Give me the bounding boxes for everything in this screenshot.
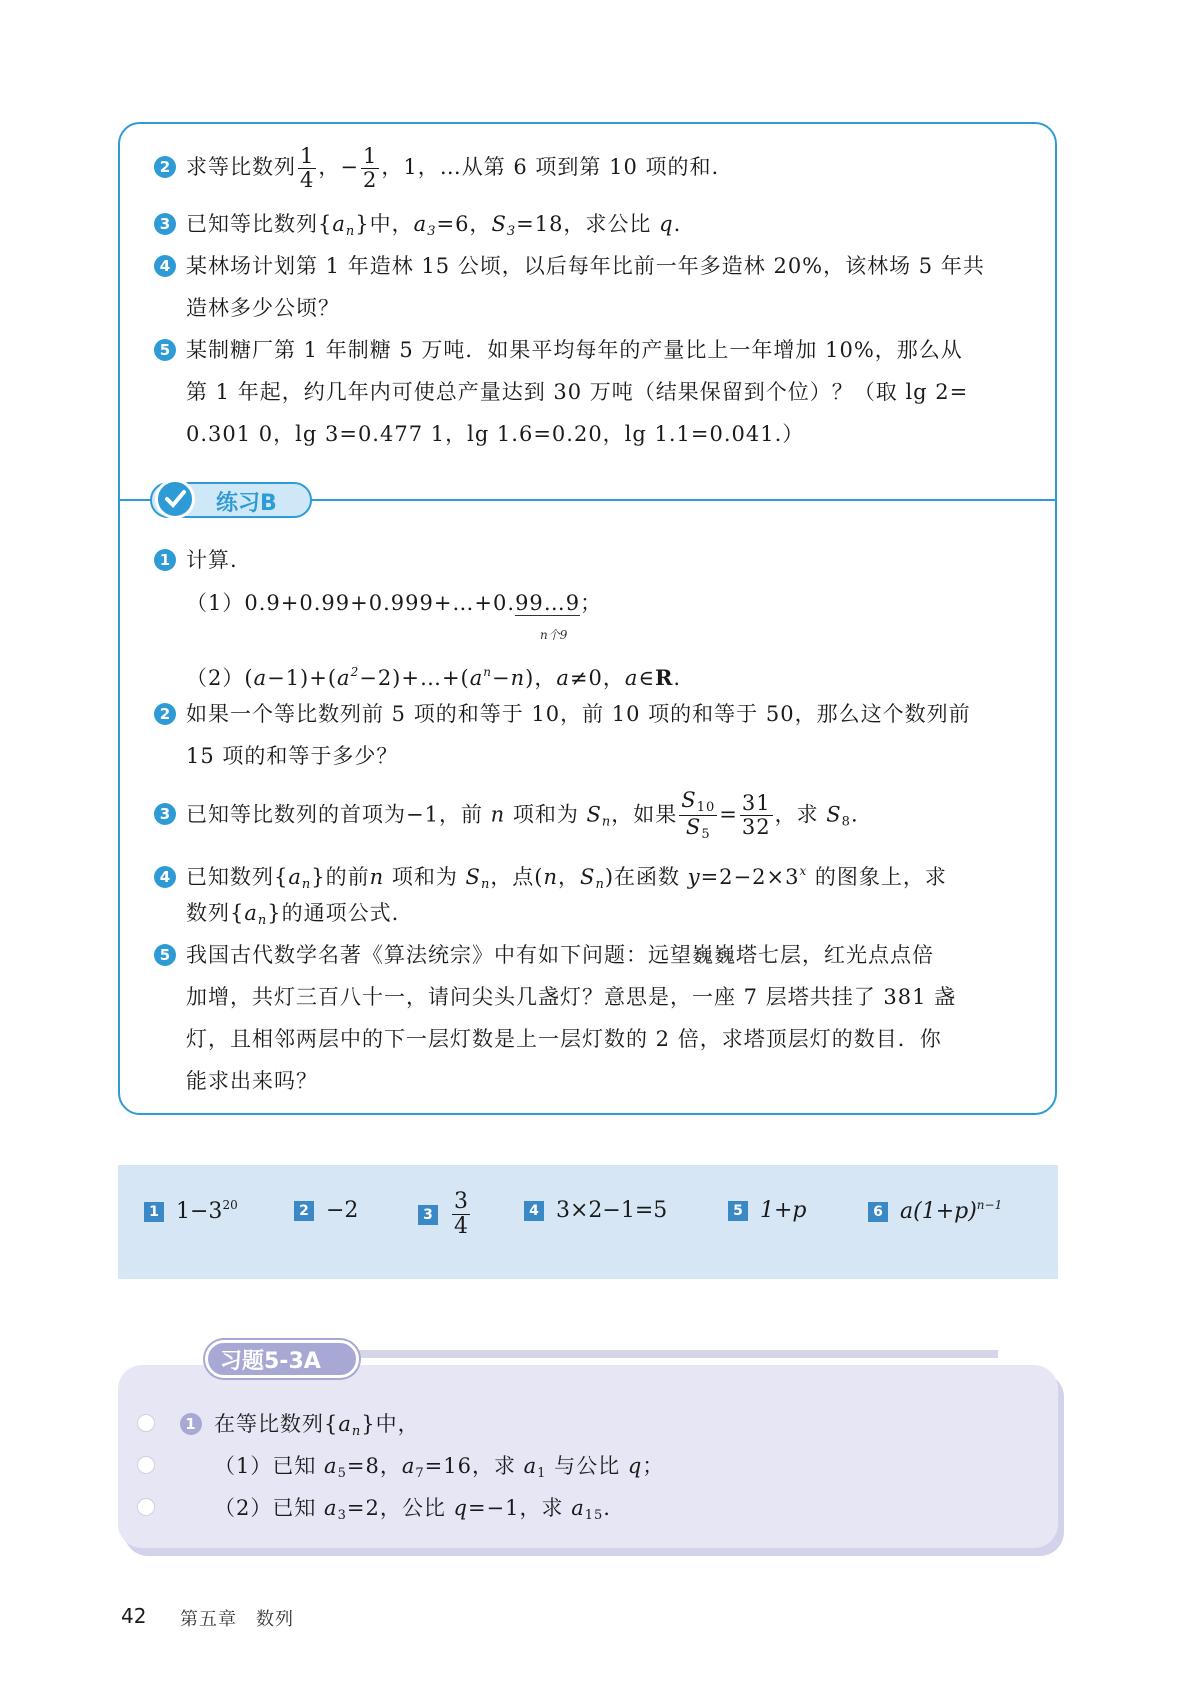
chapter-title: 第五章 数列 bbox=[180, 1609, 294, 1630]
binder-hole bbox=[137, 1456, 155, 1474]
question-number-badge: 3 bbox=[154, 803, 176, 825]
practice-a-question-4-line-2: 造林多少公顷？ bbox=[186, 296, 340, 320]
page-number: 42 bbox=[121, 1604, 147, 1628]
answer-4: 4 3×2−1=5 bbox=[524, 1198, 667, 1223]
question-number-badge: 3 bbox=[154, 213, 176, 235]
question-number-badge: 1 bbox=[154, 549, 176, 571]
practice-b-question-1: 1 计算. bbox=[154, 539, 238, 581]
practice-a-question-5-line-3: 0.301 0，lg 3=0.477 1，lg 1.6=0.20，lg 1.1=0.041.） bbox=[186, 422, 805, 446]
brace-annotation: n个9 bbox=[540, 628, 568, 642]
pencil-check-icon bbox=[155, 479, 195, 519]
practice-b-question-5-line-4: 能求出来吗？ bbox=[186, 1069, 318, 1093]
fraction: $\frac{S_{10}}{S_5}$ bbox=[681, 788, 716, 843]
practice-b-question-1-part-2: $(2)(a-1)+(a^2-2)+\dots+(a^n-n)$，a≠0，a∈R. bbox=[186, 665, 682, 690]
answer-5: 5 1+p bbox=[728, 1198, 807, 1223]
question-number-badge: 1 bbox=[180, 1413, 202, 1435]
exercise-label: 习题5-3A bbox=[220, 1349, 321, 1374]
exercise-question-1-part-2: （2）已知 $a_3=2$，公比 q=−1，求 $a_{15}$. bbox=[214, 1496, 611, 1523]
practice-a-question-5-line-2: 第 1 年起，约几年内可使总产量达到 30 万吨（结果保留到个位）？（取 lg 2= bbox=[186, 380, 969, 404]
practice-b-question-3: 3 已知等比数列的首项为−1，前 n 项和为 $S_n$，如果 $\frac{S_{10}}{S_5}$ = $\frac{31}{32}$ ，求 $S_8$. bbox=[154, 789, 859, 843]
answer-6: 6 $a(1+p)^{n-1}$ bbox=[868, 1198, 1002, 1224]
answer-3: 3 $\frac{3}{4}$ bbox=[418, 1190, 472, 1239]
exercise-question-1-part-1: （1）已知 $a_5=8$，$a_7=16$，求 $a_1$ 与公比 q； bbox=[214, 1454, 665, 1481]
practice-b-question-1-part-1: （1）0.9+0.99+0.999+…+0.99…9； bbox=[186, 591, 603, 615]
practice-b-question-5-line-2: 加增，共灯三百八十一，请问尖头几盏灯？意思是，一座 7 层塔共挂了 381 盏 bbox=[186, 985, 957, 1009]
practice-b-question-2: 2 如果一个等比数列前 5 项的和等于 10，前 10 项的和等于 50，那么这个数列前 bbox=[154, 693, 971, 735]
practice-a-question-4: 4 某林场计划第 1 年造林 15 公顷，以后每年比前一年多造林 20%，该林场 5 年共 bbox=[154, 245, 985, 287]
practice-a-question-3: 3 已知等比数列$\{a_n\}$中，$a_3=6$，$S_3=18$，求公比 q. bbox=[154, 203, 681, 253]
answer-1: 1 $1-3^{20}$ bbox=[144, 1198, 238, 1224]
fraction: $\frac{1}{2}$ bbox=[362, 144, 378, 193]
fraction: $\frac{3}{4}$ bbox=[454, 1189, 468, 1240]
question-number-badge: 5 bbox=[154, 944, 176, 966]
exercise-header-bar bbox=[330, 1350, 998, 1358]
practice-b-question-5-line-3: 灯，且相邻两层中的下一层灯数是上一层灯数的 2 倍，求塔顶层灯的数目．你 bbox=[186, 1027, 942, 1051]
practice-b-question-2-line-2: 15 项的和等于多少？ bbox=[186, 744, 399, 768]
fraction: $\frac{1}{4}$ bbox=[300, 144, 315, 193]
practice-b-question-4-line-2: 数列$\{a_n\}$的通项公式. bbox=[186, 901, 400, 928]
question-number-badge: 4 bbox=[154, 866, 176, 888]
question-number-badge: 2 bbox=[154, 703, 176, 725]
practice-a-question-5: 5 某制糖厂第 1 年制糖 5 万吨．如果平均每年的产量比上一年增加 10%，那么从 bbox=[154, 329, 963, 371]
binder-hole bbox=[137, 1414, 155, 1432]
exercise-question-1: 1 在等比数列$\{a_n\}$中， bbox=[180, 1403, 420, 1453]
practice-a-question-2: 2 求等比数列 $\frac{1}{4}$ ，− $\frac{1}{2}$ ，1，…从第 6 项到第 10 项的和. bbox=[154, 145, 719, 192]
practice-b-label: 练习B bbox=[216, 491, 277, 516]
question-number-badge: 5 bbox=[154, 339, 176, 361]
practice-b-question-4: 4 已知数列$\{a_n\}$的前n 项和为 $S_n$，点(n，$S_n$)在函数 $y=2-2\times 3^x$ 的图象上，求 bbox=[154, 850, 947, 906]
practice-b-question-5: 5 我国古代数学名著《算法统宗》中有如下问题：远望巍巍塔七层，红光点点倍 bbox=[154, 934, 934, 976]
binder-hole bbox=[137, 1498, 155, 1516]
question-number-badge: 2 bbox=[154, 156, 176, 178]
answer-2: 2 −2 bbox=[294, 1198, 358, 1223]
question-number-badge: 4 bbox=[154, 255, 176, 277]
fraction: $\frac{31}{32}$ bbox=[741, 791, 771, 840]
